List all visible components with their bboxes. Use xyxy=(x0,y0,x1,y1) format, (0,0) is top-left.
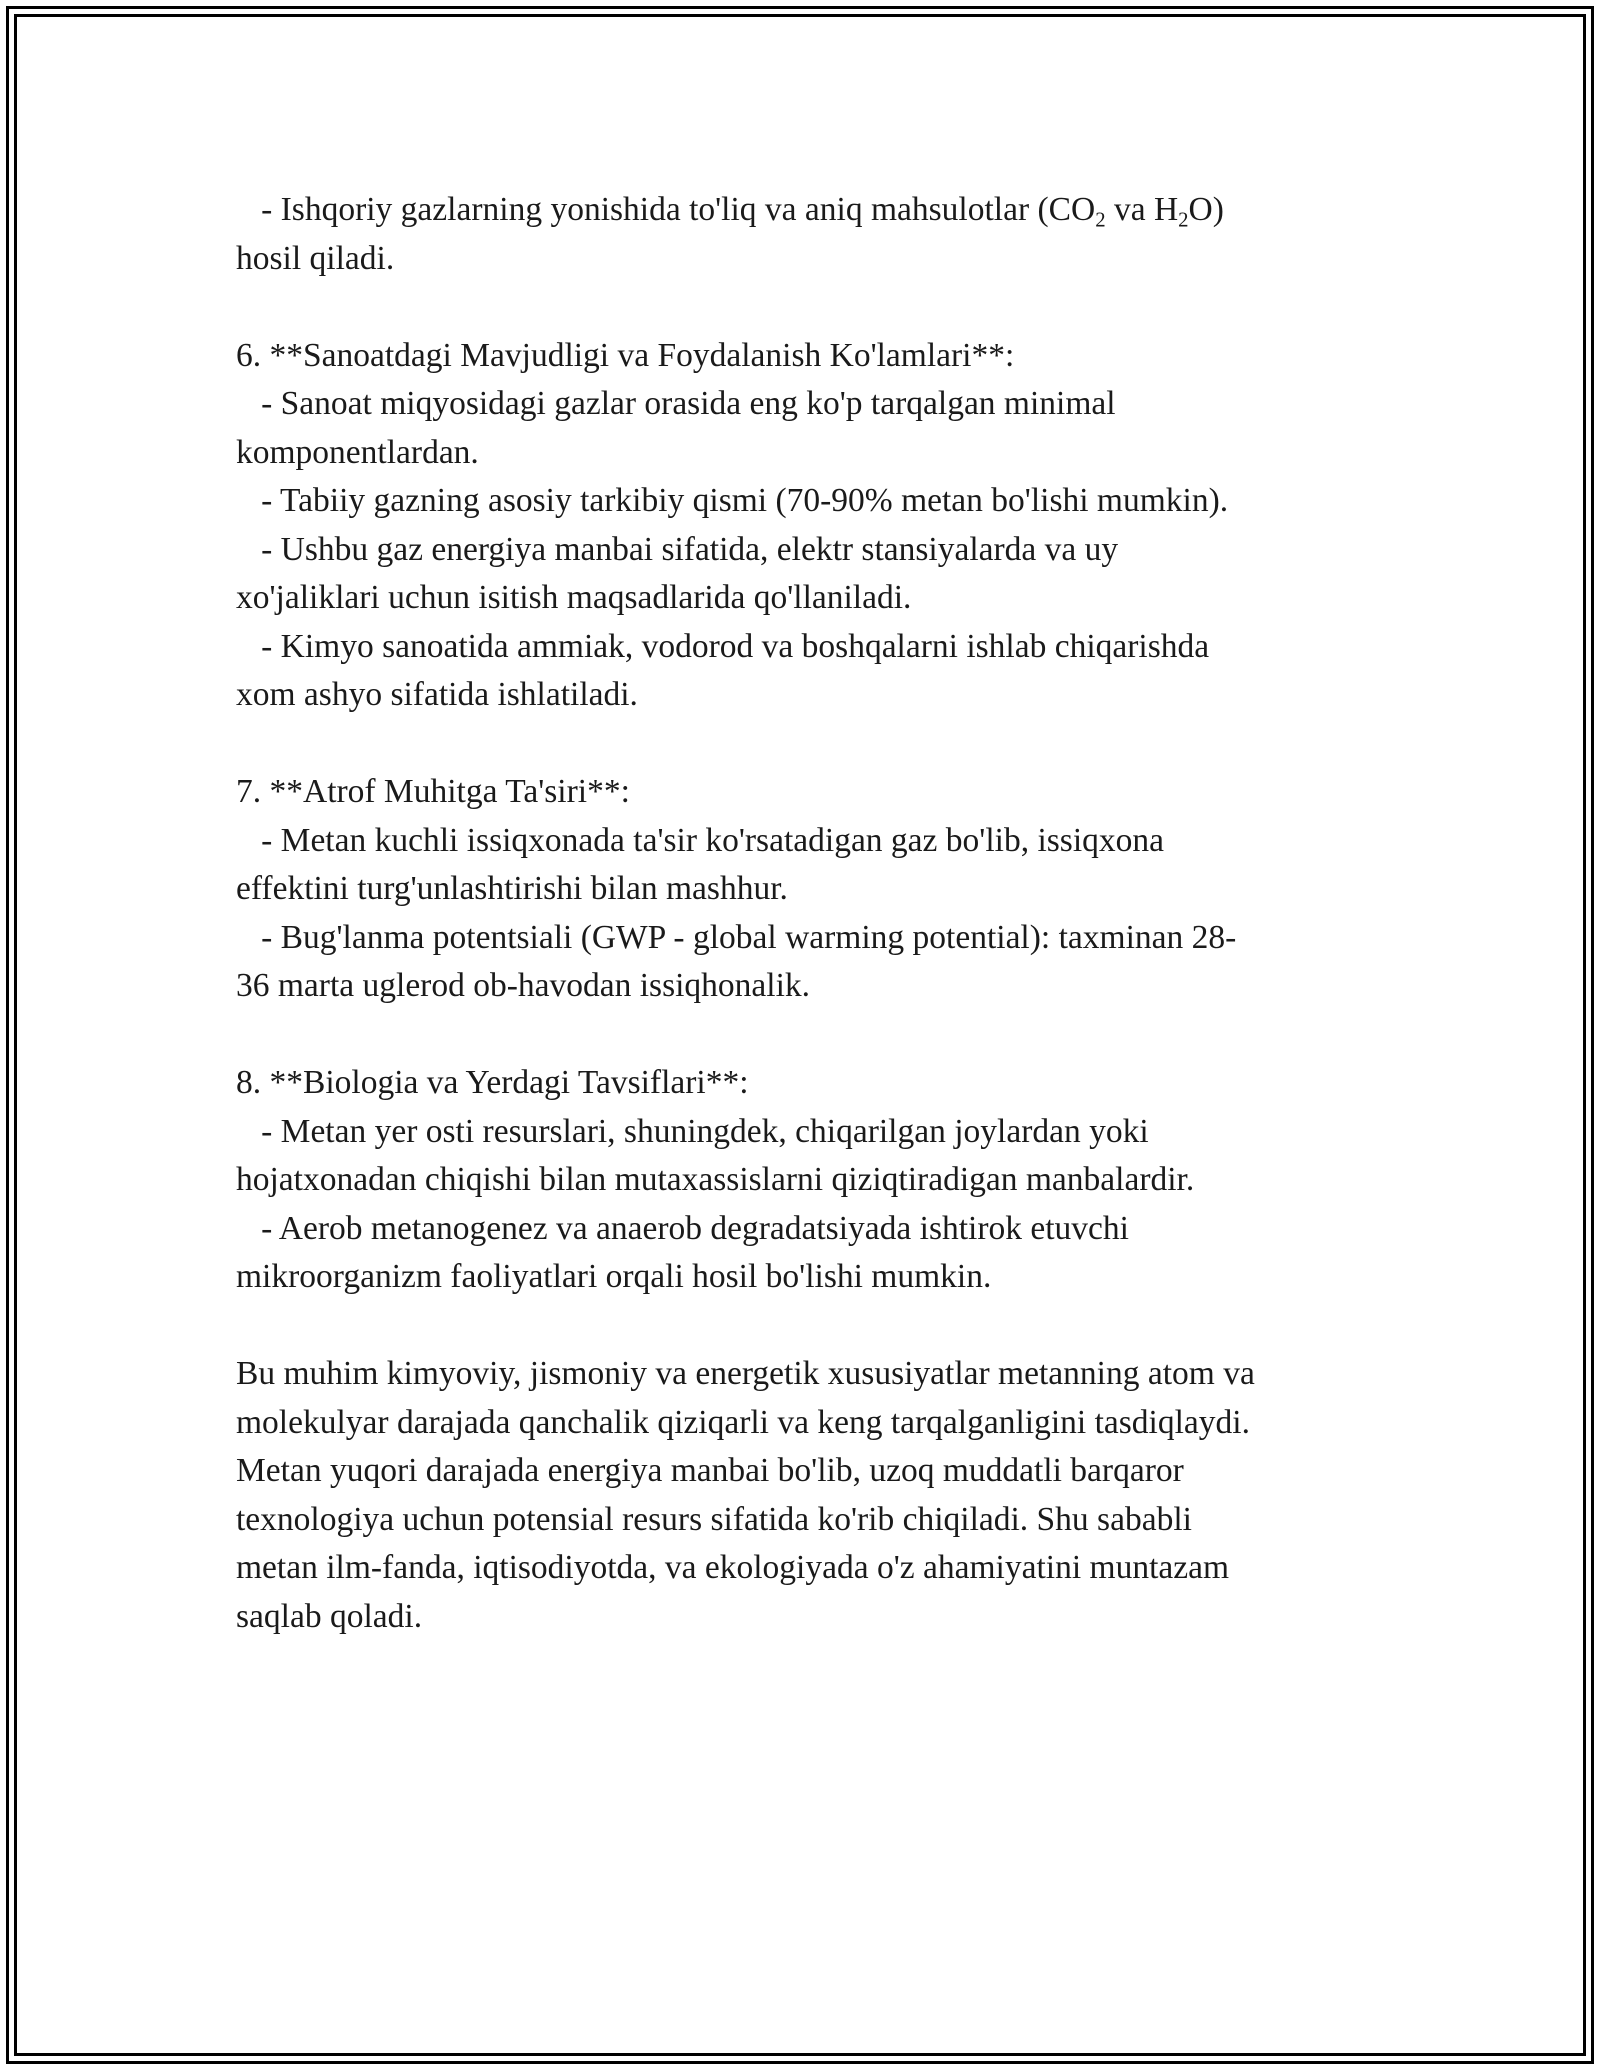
paragraph-spacer xyxy=(236,1302,1386,1351)
text-line: xom ashyo sifatida ishlatiladi. xyxy=(236,676,638,713)
text-line: effektini turg'unlashtirishi bilan mashhur. xyxy=(236,870,788,907)
paragraph-spacer xyxy=(236,1011,1386,1060)
text-line: hojatxonadan chiqishi bilan mutaxassislarni qiziqtiradigan manbalardir. xyxy=(236,1161,1195,1198)
conclusion-line: texnologiya uchun potensial resurs sifatida ko'rib chiqiladi. Shu sababli xyxy=(236,1500,1192,1538)
text-fragment: O) xyxy=(1188,191,1224,228)
text-line: - Ushbu gaz energiya manbai sifatida, elektr stansiyalarda va uy xyxy=(236,530,1119,568)
text-line: - Kimyo sanoatida ammiak, vodorod va boshqalarni ishlab chiqarishda xyxy=(236,627,1210,665)
text-line: - Metan yer osti resurslari, shuningdek, chiqarilgan joylardan yoki xyxy=(236,1112,1149,1150)
text-line: mikroorganizm faoliyatlari orqali hosil bo'lishi mumkin. xyxy=(236,1258,992,1295)
conclusion-line: saqlab qoladi. xyxy=(236,1597,423,1635)
section-heading-6: 6. **Sanoatdagi Mavjudligi va Foydalanish Ko'lamlari**: xyxy=(236,336,1015,374)
text-line: - Aerob metanogenez va anaerob degradatsiyada ishtirok etuvchi xyxy=(236,1209,1129,1247)
conclusion-line: Bu muhim kimyoviy, jismoniy va energetik xususiyatlar metanning atom va xyxy=(236,1355,1255,1392)
text-line: - Sanoat miqyosidagi gazlar orasida eng ko'p tarqalgan minimal xyxy=(236,385,1116,422)
text-line: - Bug'lanma potentsiali (GWP - global warming potential): taxminan 28- xyxy=(236,918,1237,956)
section-heading-7: 7. **Atrof Muhitga Ta'siri**: xyxy=(236,773,630,810)
paragraph-spacer xyxy=(236,283,1386,332)
section-heading-8: 8. **Biologia va Yerdagi Tavsiflari**: xyxy=(236,1064,749,1101)
text-line: hosil qiladi. xyxy=(236,239,395,277)
text-line: - Metan kuchli issiqxonada ta'sir ko'rsatadigan gaz bo'lib, issiqxona xyxy=(236,821,1165,859)
conclusion-line: molekulyar darajada qanchalik qiziqarli va keng tarqalganligini tasdiqlaydi. xyxy=(236,1403,1250,1441)
subscript-2: 2 xyxy=(1178,208,1189,232)
text-fragment: - Ishqoriy gazlarning yonishida to'liq va aniq mahsulotlar (CO xyxy=(236,191,1096,228)
text-line: xo'jaliklari uchun isitish maqsadlarida qo'llaniladi. xyxy=(236,579,912,616)
text-line: 36 marta uglerod ob-havodan issiqhonalik. xyxy=(236,967,811,1004)
subscript-2: 2 xyxy=(1095,208,1106,232)
text-line: - Tabiiy gazning asosiy tarkibiy qismi (70-90% metan bo'lishi mumkin). xyxy=(236,482,1229,519)
text-line-combustion-products xyxy=(236,186,1386,235)
conclusion-line: metan ilm-fanda, iqtisodiyotda, va ekologiyada o'z ahamiyatini muntazam xyxy=(236,1549,1230,1586)
text-fragment: va H xyxy=(1105,191,1179,228)
text-line: komponentlardan. xyxy=(236,433,479,471)
conclusion-line: Metan yuqori darajada energiya manbai bo'lib, uzoq muddatli barqaror xyxy=(236,1452,1184,1489)
paragraph-spacer xyxy=(236,720,1386,769)
document-body xyxy=(236,186,1386,1641)
